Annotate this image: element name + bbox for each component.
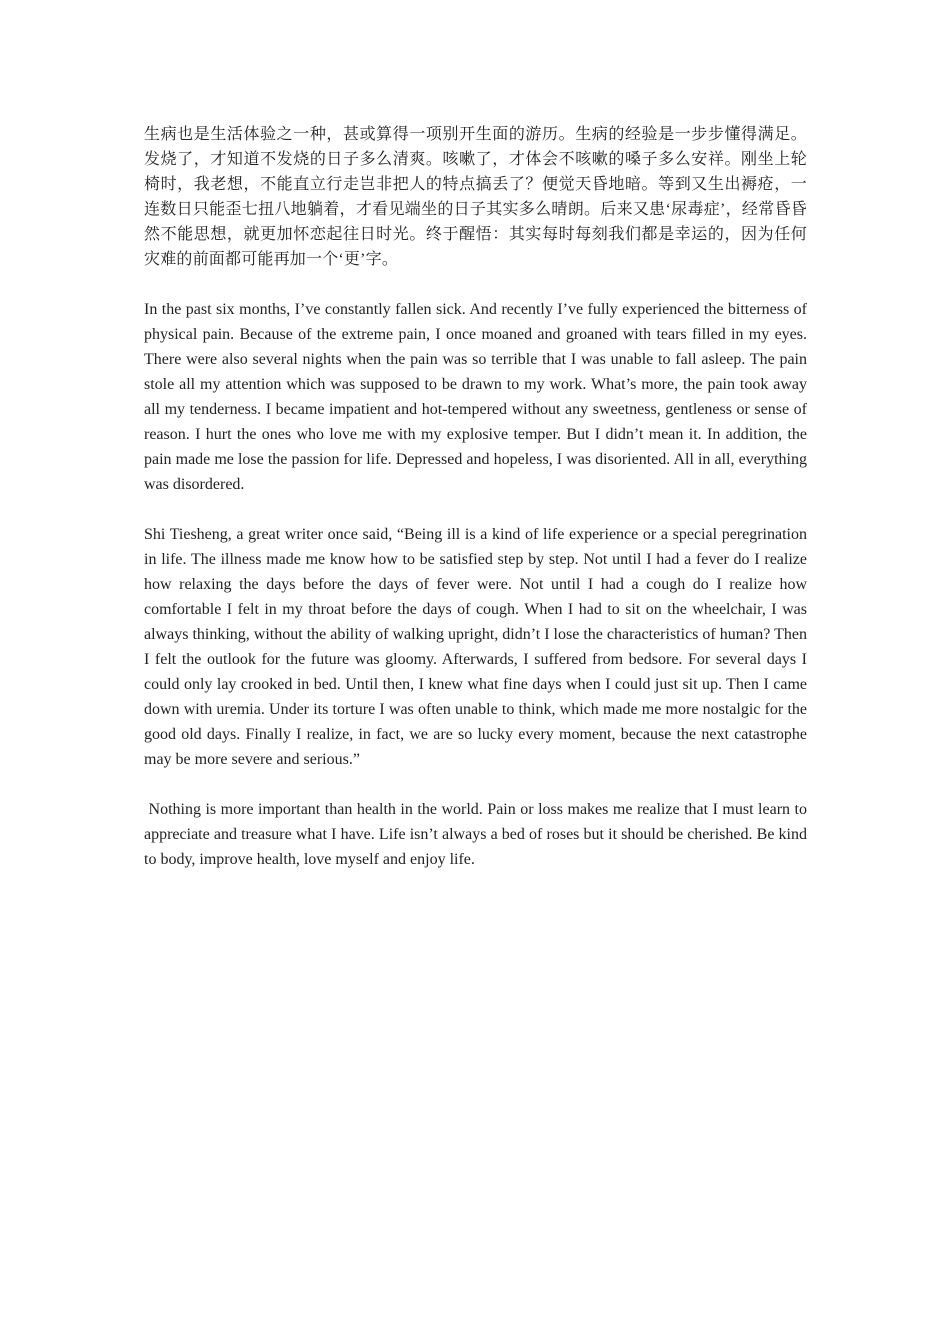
paragraph-chinese-quote: 生病也是生活体验之一种，甚或算得一项别开生面的游历。生病的经验是一步步懂得满足。发烧了，才知道不发烧的日子多么清爽。咳嗽了，才体会不咳嗽的嗓子多么安祥。刚坐上轮椅时，我老想，不能直立行走岂非把人的特点搞丢了？便觉天昏地暗。等到又生出褥疮，一连数日只能歪七扭八地躺着，才看见端坐的日子其实多么晴朗。后来又患‘尿毒症’，经常昏昏然不能思想，就更加怀恋起往日时光。终于醒悟：其实每时每刻我们都是幸运的，因为任何灾难的前面都可能再加一个‘更’字。 <box>144 126 807 268</box>
paragraph-recent-illness: In the past six months, I’ve constantly fallen sick. And recently I’ve fully experienced the bitterness of physical pain. Because of the extreme pain, I once moaned and groaned with tears filled in my eyes. There were also several nights when the pain was so terrible that I was unable to fall asleep. The pain stole all my attention which was supposed to be drawn to my work. What’s more, the pain took away all my tenderness. I became impatient and hot-tempered without any sweetness, gentleness or sense of reason. I hurt the ones who love me with my explosive temper. But I didn’t mean it. In addition, the pain made me lose the passion for life. Depressed and hopeless, I was disoriented. All in all, everything was disordered. <box>144 301 807 493</box>
document-body <box>144 122 811 897</box>
paragraph-conclusion: Nothing is more important than health in the world. Pain or loss makes me realize that I must learn to appreciate and treasure what I have. Life isn’t always a bed of roses but it should be cherished. Be kind to body, improve health, love myself and enjoy life. <box>144 801 811 868</box>
paragraph-shi-tiesheng-quote: Shi Tiesheng, a great writer once said, “Being ill is a kind of life experience or a special peregrination in life. The illness made me know how to be satisfied step by step. Not until I had a fever do I realize how relaxing the days before the days of fever were. Not until I had a cough do I realize how comfortable I felt in my throat before the days of cough. When I had to sit on the wheelchair, I was always thinking, without the ability of walking upright, didn’t I lose the characteristics of human? Then I felt the outlook for the future was gloomy. Afterwards, I suffered from bedsore. For several days I could only lay crooked in bed. Until then, I knew what fine days when I could just sit up. Then I came down with uremia. Under its torture I was often unable to think, which made me more nostalgic for the good old days. Finally I realize, in fact, we are so lucky every moment, because the next catastrophe may be more severe and serious.” <box>144 526 807 768</box>
